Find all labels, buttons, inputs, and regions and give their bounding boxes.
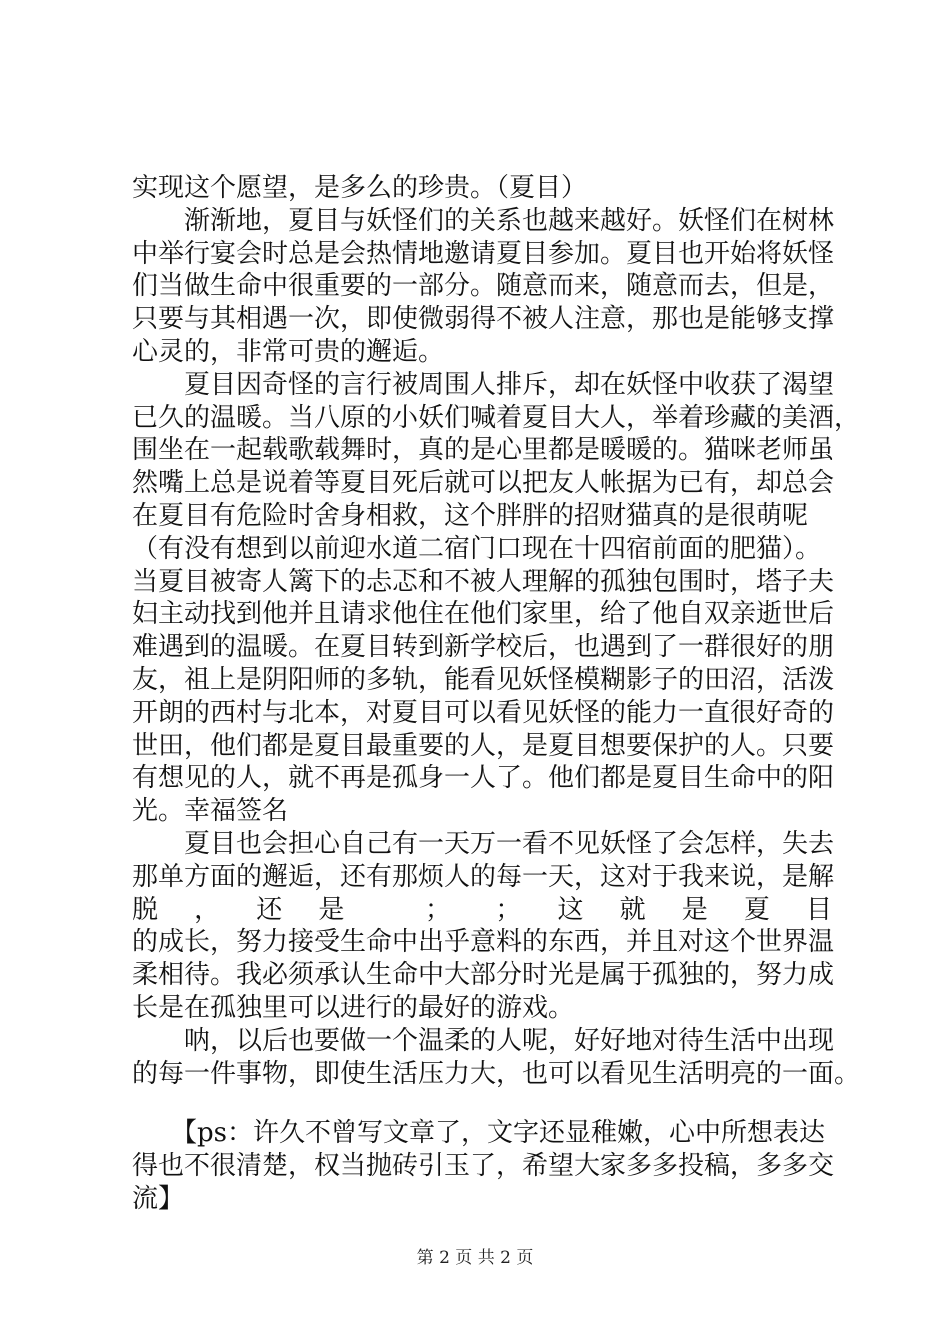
text-line: 当夏目被寄人篱下的忐忑和不被人理解的孤独包围时，塔子夫 [132, 566, 835, 597]
article-body [132, 172, 861, 1216]
paragraph-gap [132, 1090, 832, 1117]
split-text-part: 脱，还是 [132, 894, 381, 925]
text-line: 有想见的人，就不再是孤身一人了。他们都是夏目生命中的阳 [132, 763, 835, 794]
text-line: 渐渐地，夏目与妖怪们的关系也越来越好。妖怪们在树林 [132, 205, 835, 236]
text-line: 那单方面的邂逅，还有那烦人的每一天，这对于我来说，是解 [132, 861, 835, 892]
text-line: 得也不很清楚，权当抛砖引玉了，希望大家多多投稿，多多交 [132, 1151, 835, 1182]
text-line: 夏目也会担心自己有一天万一看不见妖怪了会怎样，失去 [132, 828, 835, 859]
text-line: 呐，以后也要做一个温柔的人呢，好好地对待生活中出现 [132, 1025, 835, 1056]
split-text-line [132, 894, 832, 927]
text-line: 妇主动找到他并且请求他住在他们家里，给了他自双亲逝世后 [132, 599, 835, 630]
text-line: 实现这个愿望，是多么的珍贵。（夏目） [132, 173, 588, 203]
text-line: 流】 [132, 1183, 185, 1214]
split-text-part: ； [424, 894, 451, 925]
text-line: 友，祖上是阴阳师的多轨，能看见妖怪模糊影子的田沼，活泼 [132, 664, 835, 695]
text-line: 中举行宴会时总是会热情地邀请夏目参加。夏目也开始将妖怪 [132, 238, 835, 269]
text-line: 开朗的西村与北本，对夏目可以看见妖怪的能力一直很好奇的 [132, 697, 835, 728]
text-line: （有没有想到以前迎水道二宿门口现在十四宿前面的肥猫）。 [132, 533, 822, 564]
text-line: 难遇到的温暖。在夏目转到新学校后，也遇到了一群很好的朋 [132, 632, 835, 663]
text-line: 的每一件事物，即使生活压力大，也可以看见生活明亮的一面。 [132, 1058, 861, 1089]
text-line: 然嘴上总是说着等夏目死后就可以把友人帐据为已有，却总会 [132, 468, 835, 499]
text-line: 光。幸福签名 [132, 796, 289, 827]
text-line: 已久的温暖。当八原的小妖们喊着夏目大人，举着珍藏的美酒， [132, 402, 861, 433]
text-line: 世田，他们都是夏目最重要的人，是夏目想要保护的人。只要 [132, 730, 835, 761]
page-number-footer: 第 2 页 共 2 页 [416, 1248, 534, 1268]
text-line: 们当做生命中很重要的一部分。随意而来，随意而去，但是， [132, 271, 835, 302]
text-line: 【ps：许久不曾写文章了，文字还显稚嫩，心中所想表达 [132, 1118, 825, 1149]
text-line: 只要与其相遇一次，即使微弱得不被人注意，那也是能够支撑 [132, 304, 835, 335]
split-text-part: ；这就是夏目 [495, 894, 833, 925]
text-line: 夏目因奇怪的言行被周围人排斥，却在妖怪中收获了渴望 [132, 369, 835, 400]
text-line: 在夏目有危险时舍身相救，这个胖胖的招财猫真的是很萌呢 [132, 500, 809, 531]
text-line: 长是在孤独里可以进行的最好的游戏。 [132, 992, 575, 1023]
text-line: 心灵的，非常可贵的邂逅。 [132, 336, 445, 367]
text-line: 柔相待。我必须承认生命中大部分时光是属于孤独的，努力成 [132, 960, 835, 991]
text-line: 的成长，努力接受生命中出乎意料的东西，并且对这个世界温 [132, 927, 835, 958]
text-line: 围坐在一起载歌载舞时，真的是心里都是暖暖的。猫咪老师虽 [132, 435, 835, 466]
